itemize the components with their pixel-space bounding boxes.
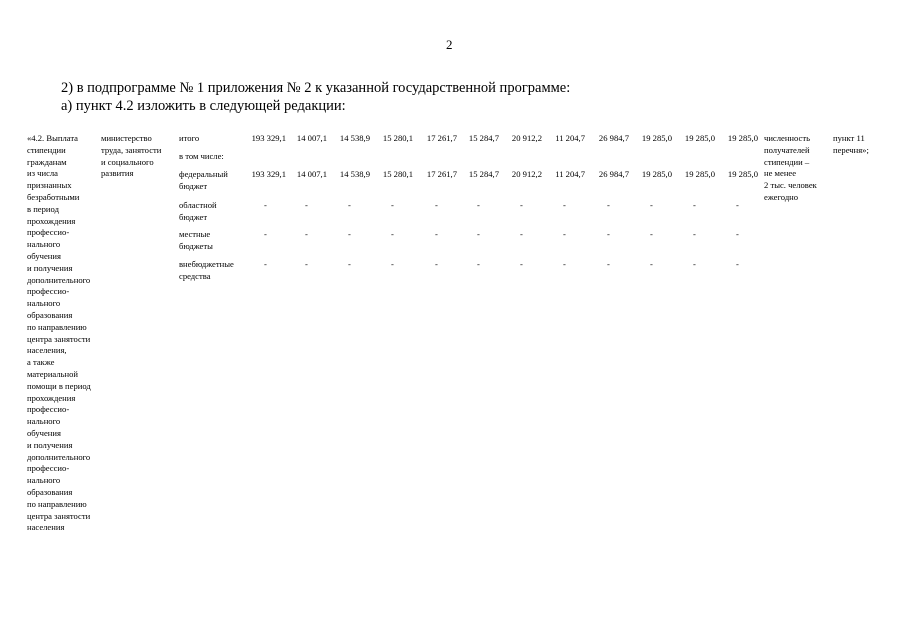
item-name-line: нального bbox=[27, 298, 61, 309]
executor-line: труда, занятости bbox=[101, 144, 162, 155]
item-name-line: а также bbox=[27, 357, 55, 368]
value-dash: - bbox=[520, 259, 523, 269]
value-cell: 193 329,1 bbox=[251, 133, 286, 143]
value-cell: 19 285,0 bbox=[641, 169, 672, 179]
item-name-line: прохождения bbox=[27, 392, 76, 403]
value-dash: - bbox=[607, 229, 610, 239]
value-dash: - bbox=[736, 259, 739, 269]
item-name-line: дополнительного bbox=[27, 274, 91, 285]
item-name-line: прохождения bbox=[27, 215, 76, 226]
reference-line: пункт 11 bbox=[833, 133, 865, 143]
value-dash: - bbox=[563, 200, 566, 210]
value-cell: 15 284,7 bbox=[468, 169, 499, 179]
value-dash: - bbox=[348, 229, 351, 239]
value-dash: - bbox=[305, 259, 308, 269]
value-cell: 11 204,7 bbox=[555, 133, 585, 143]
row-label-line: бюджеты bbox=[179, 240, 213, 251]
row-label-line: в том числе: bbox=[179, 151, 224, 161]
row-label-line: бюджет bbox=[179, 180, 208, 191]
value-dash: - bbox=[305, 229, 308, 239]
value-dash: - bbox=[391, 229, 394, 239]
value-dash: - bbox=[477, 259, 480, 269]
item-name-line: профессио- bbox=[27, 404, 70, 415]
value-dash: - bbox=[391, 200, 394, 210]
item-name-line: «4.2. Выплата bbox=[27, 133, 78, 143]
reference-line: перечня»; bbox=[833, 144, 869, 155]
value-dash: - bbox=[477, 200, 480, 210]
item-name-line: профессио- bbox=[27, 227, 70, 238]
value-cell: 20 912,2 bbox=[511, 169, 542, 179]
indicator-line: получателей bbox=[764, 144, 810, 155]
indicator-line: 2 тыс. человек bbox=[764, 180, 817, 191]
value-dash: - bbox=[435, 259, 438, 269]
value-dash: - bbox=[264, 259, 267, 269]
value-dash: - bbox=[391, 259, 394, 269]
value-cell: 193 329,1 bbox=[251, 169, 286, 179]
value-cell: 26 984,7 bbox=[598, 169, 629, 179]
value-dash: - bbox=[305, 200, 308, 210]
value-dash: - bbox=[520, 229, 523, 239]
value-cell: 15 284,7 bbox=[468, 133, 499, 143]
value-dash: - bbox=[693, 259, 696, 269]
item-name-line: и получения bbox=[27, 262, 73, 273]
value-cell: 15 280,1 bbox=[382, 133, 413, 143]
item-name-line: стипендии bbox=[27, 144, 66, 155]
item-name-line: центра занятости bbox=[27, 510, 91, 521]
value-cell: 19 285,0 bbox=[641, 133, 672, 143]
value-cell: 14 538,9 bbox=[339, 169, 370, 179]
value-dash: - bbox=[264, 200, 267, 210]
item-name-line: населения bbox=[27, 522, 65, 533]
value-dash: - bbox=[736, 229, 739, 239]
row-label-line: бюджет bbox=[179, 211, 208, 222]
item-name-line: образования bbox=[27, 310, 73, 320]
value-dash: - bbox=[650, 259, 653, 269]
value-dash: - bbox=[348, 259, 351, 269]
value-dash: - bbox=[348, 200, 351, 210]
row-label-line: итого bbox=[179, 133, 200, 143]
value-dash: - bbox=[563, 259, 566, 269]
value-cell: 14 007,1 bbox=[296, 169, 327, 179]
item-name-line: населения, bbox=[27, 345, 67, 356]
item-name-line: обучения bbox=[27, 251, 61, 261]
value-cell: 20 912,2 bbox=[511, 133, 542, 143]
value-dash: - bbox=[477, 229, 480, 239]
value-cell: 15 280,1 bbox=[382, 169, 413, 179]
item-name-line: в период bbox=[27, 203, 59, 214]
value-dash: - bbox=[693, 200, 696, 210]
item-name-line: гражданам bbox=[27, 156, 67, 167]
value-dash: - bbox=[520, 200, 523, 210]
item-name-line: из числа bbox=[27, 168, 58, 179]
item-name-line: по направлению bbox=[27, 321, 87, 332]
item-name-line: признанных bbox=[27, 180, 72, 191]
item-name-line: нального bbox=[27, 239, 61, 250]
value-cell: 26 984,7 bbox=[598, 133, 629, 143]
value-dash: - bbox=[607, 259, 610, 269]
item-name-line: профессио- bbox=[27, 286, 70, 297]
item-name-line: образования bbox=[27, 487, 73, 497]
value-cell: 14 007,1 bbox=[296, 133, 327, 143]
value-dash: - bbox=[607, 200, 610, 210]
item-name-line: обучения bbox=[27, 428, 61, 438]
value-cell: 19 285,0 bbox=[727, 169, 758, 179]
value-cell: 19 285,0 bbox=[684, 169, 715, 179]
item-name-line: и получения bbox=[27, 439, 73, 450]
item-name-line: центра занятости bbox=[27, 333, 91, 344]
row-label-line: средства bbox=[179, 270, 211, 281]
value-dash: - bbox=[435, 229, 438, 239]
page-number: 2 bbox=[446, 37, 453, 52]
value-dash: - bbox=[563, 229, 566, 239]
value-dash: - bbox=[435, 200, 438, 210]
value-cell: 17 261,7 bbox=[426, 169, 457, 179]
item-name-line: безработными bbox=[27, 192, 80, 202]
item-name-line: нального bbox=[27, 475, 61, 486]
indicator-line: стипендии – bbox=[764, 156, 810, 167]
value-dash: - bbox=[693, 229, 696, 239]
row-label-line: местные bbox=[179, 229, 211, 239]
item-name-line: дополнительного bbox=[27, 451, 91, 462]
intro-line-1: 2) в подпрограмме № 1 приложения № 2 к указанной государственной программе: bbox=[61, 80, 571, 96]
item-name-line: помощи в период bbox=[27, 380, 91, 391]
row-label-line: федеральный bbox=[179, 169, 228, 179]
row-label-line: внебюджетные bbox=[179, 259, 234, 269]
row-label-line: областной bbox=[179, 200, 217, 210]
item-name-line: материальной bbox=[27, 369, 79, 379]
item-name-line: по направлению bbox=[27, 498, 87, 509]
value-dash: - bbox=[736, 200, 739, 210]
indicator-line: численность bbox=[764, 133, 811, 143]
value-cell: 19 285,0 bbox=[684, 133, 715, 143]
item-name-line: профессио- bbox=[27, 463, 70, 474]
executor-line: и социального bbox=[101, 156, 154, 167]
value-dash: - bbox=[264, 229, 267, 239]
value-cell: 11 204,7 bbox=[555, 169, 585, 179]
value-cell: 14 538,9 bbox=[339, 133, 370, 143]
value-dash: - bbox=[650, 229, 653, 239]
value-cell: 19 285,0 bbox=[727, 133, 758, 143]
indicator-line: не менее bbox=[764, 168, 797, 179]
value-dash: - bbox=[650, 200, 653, 210]
executor-line: развития bbox=[101, 168, 134, 179]
indicator-line: ежегодно bbox=[764, 192, 799, 202]
value-cell: 17 261,7 bbox=[426, 133, 457, 143]
intro-line-2: а) пункт 4.2 изложить в следующей редакции: bbox=[61, 98, 346, 114]
executor-line: министерство bbox=[101, 133, 152, 143]
item-name-line: нального bbox=[27, 416, 61, 427]
